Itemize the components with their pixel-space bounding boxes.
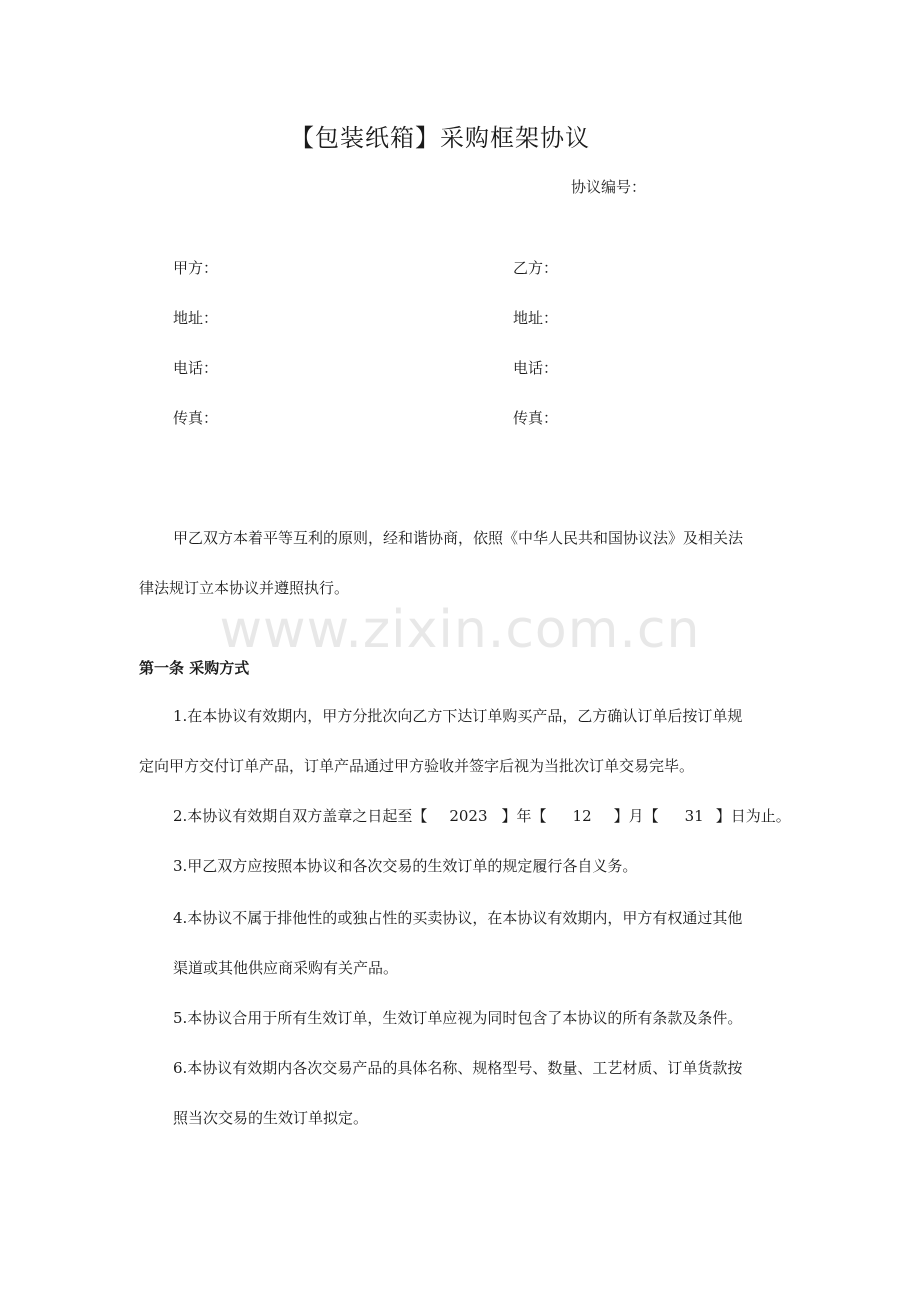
document-title: 【包装纸箱】采购框架协议 [290,124,590,152]
section-1-item-2 [173,809,791,824]
party-a-address-label: 地址： [173,309,219,327]
item-2-year-suffix: 】年【 [501,807,547,825]
party-b-fax-label: 传真： [513,409,559,427]
item-2-month-suffix: 】月【 [613,807,659,825]
preamble-line-2: 律法规订立本协议并遵照执行。 [139,579,350,597]
item-2-day: 31 [684,807,704,825]
item-2-day-suffix: 】日为止。 [715,807,791,825]
item-2-year: 2023 [449,807,488,825]
section-1-heading: 第一条 采购方式 [139,659,250,677]
section-1-item-4-line-1: 4.本协议不属于排他性的或独占性的买卖协议，在本协议有效期内，甲方有权通过其他 [173,909,743,927]
section-1-item-1-line-1: 1.在本协议有效期内，甲方分批次向乙方下达订单购买产品，乙方确认订单后按订单规 [173,707,743,725]
preamble-line-1: 甲乙双方本着平等互利的原则，经和谐协商，依照《中华人民共和国协议法》及相关法 [173,529,744,547]
party-b-address-label: 地址： [513,309,559,327]
section-1-item-6-line-1: 6.本协议有效期内各次交易产品的具体名称、规格型号、数量、工艺材质、订单货款按 [173,1059,743,1077]
party-a-name-label: 甲方： [173,259,219,277]
party-b-phone-label: 电话： [513,359,559,377]
party-a-phone-label: 电话： [173,359,219,377]
section-1-item-4-line-2: 渠道或其他供应商采购有关产品。 [173,959,399,977]
party-a-fax-label: 传真： [173,409,219,427]
item-2-prefix: 2.本协议有效期自双方盖章之日起至【 [173,807,428,825]
section-1-item-3: 3.甲乙双方应按照本协议和各次交易的生效订单的规定履行各自义务。 [173,857,638,875]
party-b-name-label: 乙方： [513,259,559,277]
agreement-number-label: 协议编号： [571,178,647,196]
section-1-item-5: 5.本协议合用于所有生效订单，生效订单应视为同时包含了本协议的所有条款及条件。 [173,1009,743,1027]
item-2-month: 12 [572,807,592,825]
section-1-item-1-line-2: 定向甲方交付订单产品，订单产品通过甲方验收并签字后视为当批次订单交易完毕。 [139,757,695,775]
watermark-text: www.zixin.com.cn [219,600,701,660]
section-1-item-6-line-2: 照当次交易的生效订单拟定。 [173,1109,369,1127]
